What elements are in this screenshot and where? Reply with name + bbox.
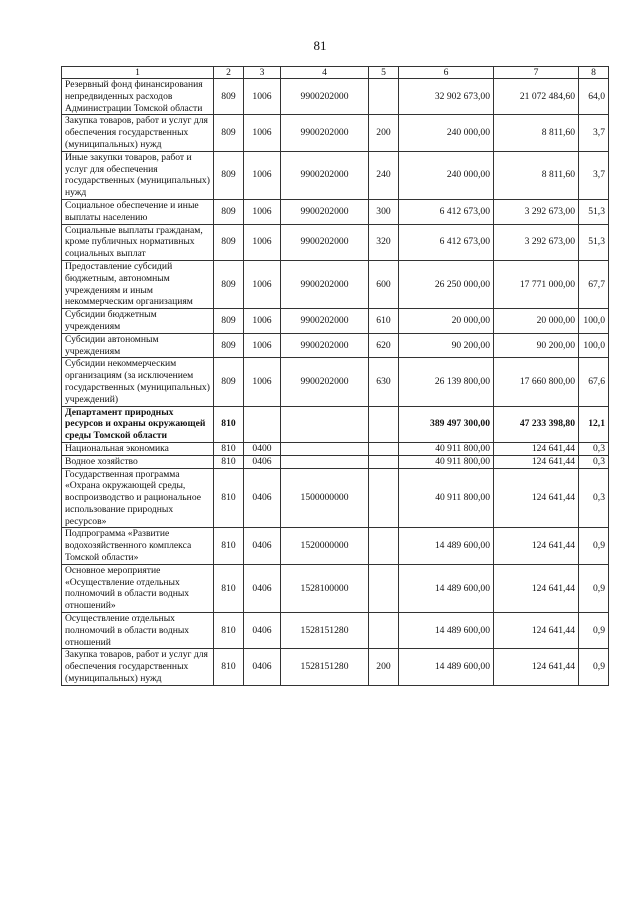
- column-header: 4: [281, 67, 369, 79]
- target-article-code: 9900202000: [281, 260, 369, 308]
- table-row: [62, 115, 609, 151]
- section-code: 0406: [244, 528, 281, 564]
- ministry-code: 809: [214, 260, 244, 308]
- ministry-code: 809: [214, 309, 244, 334]
- target-article-code: 9900202000: [281, 358, 369, 406]
- expense-type-code: 620: [369, 333, 399, 358]
- planned-amount: 90 200,00: [399, 333, 494, 358]
- table-row: [62, 224, 609, 260]
- section-code: 0406: [244, 613, 281, 649]
- target-article-code: [281, 442, 369, 455]
- table-row: [62, 564, 609, 612]
- column-header: 1: [62, 67, 214, 79]
- target-article-code: [281, 406, 369, 442]
- ministry-code: 809: [214, 115, 244, 151]
- planned-amount: 389 497 300,00: [399, 406, 494, 442]
- executed-amount: 90 200,00: [494, 333, 579, 358]
- execution-percent: 51,3: [579, 199, 609, 224]
- row-name: Закупка товаров, работ и услуг для обеспечения государственных (муниципальных) нужд: [62, 649, 214, 685]
- row-name: Предоставление субсидий бюджетным, автономным учреждениям и иным некоммерческим организациям: [62, 260, 214, 308]
- row-name: Подпрограмма «Развитие водохозяйственного комплекса Томской области»: [62, 528, 214, 564]
- column-header: 6: [399, 67, 494, 79]
- column-header: 8: [579, 67, 609, 79]
- ministry-code: 810: [214, 528, 244, 564]
- expense-type-code: 630: [369, 358, 399, 406]
- executed-amount: 3 292 673,00: [494, 199, 579, 224]
- ministry-code: 809: [214, 358, 244, 406]
- section-code: 1006: [244, 151, 281, 199]
- ministry-code: 809: [214, 199, 244, 224]
- executed-amount: 124 641,44: [494, 455, 579, 468]
- target-article-code: 1528151280: [281, 613, 369, 649]
- expense-type-code: 610: [369, 309, 399, 334]
- planned-amount: 14 489 600,00: [399, 613, 494, 649]
- executed-amount: 124 641,44: [494, 564, 579, 612]
- row-name: Социальные выплаты гражданам, кроме публичных нормативных социальных выплат: [62, 224, 214, 260]
- table-row: [62, 468, 609, 528]
- executed-amount: 47 233 398,80: [494, 406, 579, 442]
- expense-type-code: 200: [369, 115, 399, 151]
- ministry-code: 810: [214, 564, 244, 612]
- execution-percent: 100,0: [579, 333, 609, 358]
- row-name: Закупка товаров, работ и услуг для обеспечения государственных (муниципальных) нужд: [62, 115, 214, 151]
- execution-percent: 0,3: [579, 442, 609, 455]
- row-name: Департамент природных ресурсов и охраны окружающей среды Томской области: [62, 406, 214, 442]
- table-row: [62, 442, 609, 455]
- expense-type-code: 320: [369, 224, 399, 260]
- planned-amount: 6 412 673,00: [399, 199, 494, 224]
- planned-amount: 26 250 000,00: [399, 260, 494, 308]
- execution-percent: 0,9: [579, 564, 609, 612]
- section-code: 1006: [244, 260, 281, 308]
- column-header: 3: [244, 67, 281, 79]
- planned-amount: 40 911 800,00: [399, 455, 494, 468]
- section-code: [244, 406, 281, 442]
- table-row: [62, 151, 609, 199]
- target-article-code: [281, 455, 369, 468]
- section-code: 1006: [244, 224, 281, 260]
- target-article-code: 1528151280: [281, 649, 369, 685]
- target-article-code: 1528100000: [281, 564, 369, 612]
- ministry-code: 809: [214, 224, 244, 260]
- expense-type-code: [369, 564, 399, 612]
- ministry-code: 809: [214, 333, 244, 358]
- planned-amount: 32 902 673,00: [399, 79, 494, 115]
- column-header: 7: [494, 67, 579, 79]
- execution-percent: 0,3: [579, 468, 609, 528]
- execution-percent: 3,7: [579, 115, 609, 151]
- column-header: 2: [214, 67, 244, 79]
- planned-amount: 40 911 800,00: [399, 442, 494, 455]
- table-row: [62, 455, 609, 468]
- section-code: 0406: [244, 468, 281, 528]
- section-code: 0406: [244, 649, 281, 685]
- expense-type-code: 240: [369, 151, 399, 199]
- ministry-code: 810: [214, 442, 244, 455]
- expense-type-code: 200: [369, 649, 399, 685]
- section-code: 0400: [244, 442, 281, 455]
- ministry-code: 809: [214, 151, 244, 199]
- execution-percent: 3,7: [579, 151, 609, 199]
- section-code: 1006: [244, 358, 281, 406]
- target-article-code: 1500000000: [281, 468, 369, 528]
- expense-type-code: [369, 79, 399, 115]
- expense-type-code: [369, 455, 399, 468]
- row-name: Резервный фонд финансирования непредвиденных расходов Администрации Томской области: [62, 79, 214, 115]
- target-article-code: 1520000000: [281, 528, 369, 564]
- expense-type-code: [369, 406, 399, 442]
- target-article-code: 9900202000: [281, 309, 369, 334]
- row-name: Субсидии некоммерческим организациям (за исключением государственных (муниципальных) учреждений): [62, 358, 214, 406]
- execution-percent: 51,3: [579, 224, 609, 260]
- execution-percent: 67,6: [579, 358, 609, 406]
- planned-amount: 6 412 673,00: [399, 224, 494, 260]
- target-article-code: 9900202000: [281, 199, 369, 224]
- execution-percent: 0,3: [579, 455, 609, 468]
- row-name: Национальная экономика: [62, 442, 214, 455]
- planned-amount: 14 489 600,00: [399, 649, 494, 685]
- table-header-row: [62, 67, 609, 79]
- executed-amount: 8 811,60: [494, 151, 579, 199]
- ministry-code: 810: [214, 406, 244, 442]
- ministry-code: 809: [214, 79, 244, 115]
- planned-amount: 20 000,00: [399, 309, 494, 334]
- executed-amount: 17 771 000,00: [494, 260, 579, 308]
- expense-type-code: [369, 528, 399, 564]
- column-header: 5: [369, 67, 399, 79]
- row-name: Субсидии бюджетным учреждениям: [62, 309, 214, 334]
- row-name: Иные закупки товаров, работ и услуг для обеспечения государственных (муниципальных) нужд: [62, 151, 214, 199]
- table-row: [62, 199, 609, 224]
- executed-amount: 20 000,00: [494, 309, 579, 334]
- ministry-code: 810: [214, 468, 244, 528]
- table-row: [62, 309, 609, 334]
- planned-amount: 26 139 800,00: [399, 358, 494, 406]
- ministry-code: 810: [214, 455, 244, 468]
- table-row: [62, 649, 609, 685]
- executed-amount: 17 660 800,00: [494, 358, 579, 406]
- section-code: 1006: [244, 309, 281, 334]
- executed-amount: 124 641,44: [494, 442, 579, 455]
- target-article-code: 9900202000: [281, 224, 369, 260]
- expense-type-code: [369, 468, 399, 528]
- expense-type-code: 300: [369, 199, 399, 224]
- row-name: Водное хозяйство: [62, 455, 214, 468]
- executed-amount: 3 292 673,00: [494, 224, 579, 260]
- table-row: [62, 260, 609, 308]
- planned-amount: 240 000,00: [399, 115, 494, 151]
- table-row: [62, 79, 609, 115]
- executed-amount: 124 641,44: [494, 528, 579, 564]
- planned-amount: 14 489 600,00: [399, 528, 494, 564]
- section-code: 1006: [244, 79, 281, 115]
- execution-percent: 100,0: [579, 309, 609, 334]
- target-article-code: 9900202000: [281, 333, 369, 358]
- executed-amount: 8 811,60: [494, 115, 579, 151]
- target-article-code: 9900202000: [281, 115, 369, 151]
- expense-type-code: 600: [369, 260, 399, 308]
- executed-amount: 21 072 484,60: [494, 79, 579, 115]
- row-name: Государственная программа «Охрана окружающей среды, воспроизводство и рациональное использование природных ресурсов»: [62, 468, 214, 528]
- row-name: Субсидии автономным учреждениям: [62, 333, 214, 358]
- planned-amount: 14 489 600,00: [399, 564, 494, 612]
- budget-table: [61, 66, 609, 686]
- executed-amount: 124 641,44: [494, 468, 579, 528]
- execution-percent: 67,7: [579, 260, 609, 308]
- target-article-code: 9900202000: [281, 151, 369, 199]
- table-row: [62, 358, 609, 406]
- expense-type-code: [369, 613, 399, 649]
- ministry-code: 810: [214, 649, 244, 685]
- table-row: [62, 528, 609, 564]
- executed-amount: 124 641,44: [494, 613, 579, 649]
- row-name: Осуществление отдельных полномочий в области водных отношений: [62, 613, 214, 649]
- executed-amount: 124 641,44: [494, 649, 579, 685]
- execution-percent: 0,9: [579, 528, 609, 564]
- table-row: [62, 333, 609, 358]
- execution-percent: 12,1: [579, 406, 609, 442]
- table-row-department-total: [62, 406, 609, 442]
- row-name: Социальное обеспечение и иные выплаты населению: [62, 199, 214, 224]
- planned-amount: 40 911 800,00: [399, 468, 494, 528]
- expense-type-code: [369, 442, 399, 455]
- execution-percent: 64,0: [579, 79, 609, 115]
- ministry-code: 810: [214, 613, 244, 649]
- section-code: 0406: [244, 455, 281, 468]
- execution-percent: 0,9: [579, 649, 609, 685]
- section-code: 1006: [244, 115, 281, 151]
- page-number: 81: [313, 38, 327, 53]
- section-code: 0406: [244, 564, 281, 612]
- planned-amount: 240 000,00: [399, 151, 494, 199]
- section-code: 1006: [244, 333, 281, 358]
- target-article-code: 9900202000: [281, 79, 369, 115]
- table-row: [62, 613, 609, 649]
- row-name: Основное мероприятие «Осуществление отдельных полномочий в области водных отношений»: [62, 564, 214, 612]
- section-code: 1006: [244, 199, 281, 224]
- execution-percent: 0,9: [579, 613, 609, 649]
